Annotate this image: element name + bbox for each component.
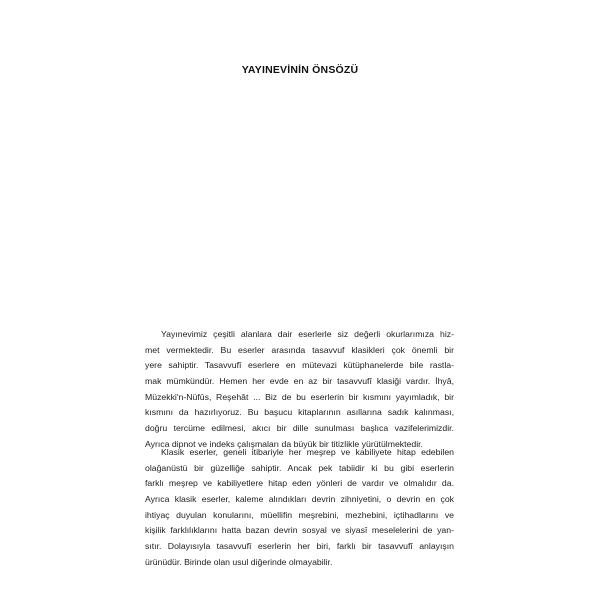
text-line: kişilik farklılıklarını hatta bazan devrin sosyal ve siyasî meselelerini de yan- (145, 525, 454, 536)
text-line: farklı meşrep ve kabiliyetlere hitap eden yönleri de vardır ve olmalıdır da. (145, 478, 454, 489)
text-line: doğru tercüme edilmesi, akıcı bir dille sunulması başlıca vazifelerimizdir. (145, 423, 454, 434)
text-line: yere sahiptir. Tasavvufî eserlere en mütevazi kütüphanelerde bile rastla- (145, 360, 454, 371)
page-title: YAYINEVİNİN ÖNSÖZÜ (241, 64, 359, 76)
text-line: ürünüdür. Birinde olan usul diğerinde olmayabilir. (145, 556, 333, 567)
text-line: Ayrıca klasik eserler, kaleme alındıkları devrin zihniyetini, o devrin en çok (145, 494, 454, 505)
text-line: met vermektedir. Bu eserler arasında tasavvuf klasikleri çok önemli bir (145, 344, 454, 355)
text-line: Klasik eserler, geneli itibariyle her meşrep ve kabiliyete hitap edebilen (161, 447, 454, 457)
text-line: Müzekki'n-Nüfûs, Reşehât ... Biz de bu eserlerin bir kısmını yayımladık, bir (145, 391, 454, 402)
text-line: mak mümkündür. Hemen her evde en az bir tasavvufî klasiği vardır. İhyâ, (145, 376, 454, 387)
text-line: ihtiyaç duyulan konularını, müellifin meşrebini, mezhebini, içtihadlarını ve (145, 509, 454, 520)
text-line: kısmını da hazırlıyoruz. Bu başucu kitaplarının asıllarına sadık kalınması, (145, 407, 454, 418)
text-line: olağanüstü bir güzelliğe sahiptir. Ancak pek tabiidir ki bu gibi eserlerin (145, 462, 454, 473)
paragraph-2 (145, 445, 454, 571)
paragraph-1 (145, 327, 454, 453)
text-line: sıtır. Dolayısıyla tasavvufî eserlerin her biri, farklı bir tasavvufî anlayışın (145, 541, 454, 552)
text-line: Ayrıca dipnot ve indeks çalışmaları da büyük bir titizlikle yürütülmektedir. (145, 438, 423, 449)
text-line: Yayınevimiz çeşitli alanlara dair eserlerle siz değerli okurlarımıza hiz- (161, 329, 454, 339)
